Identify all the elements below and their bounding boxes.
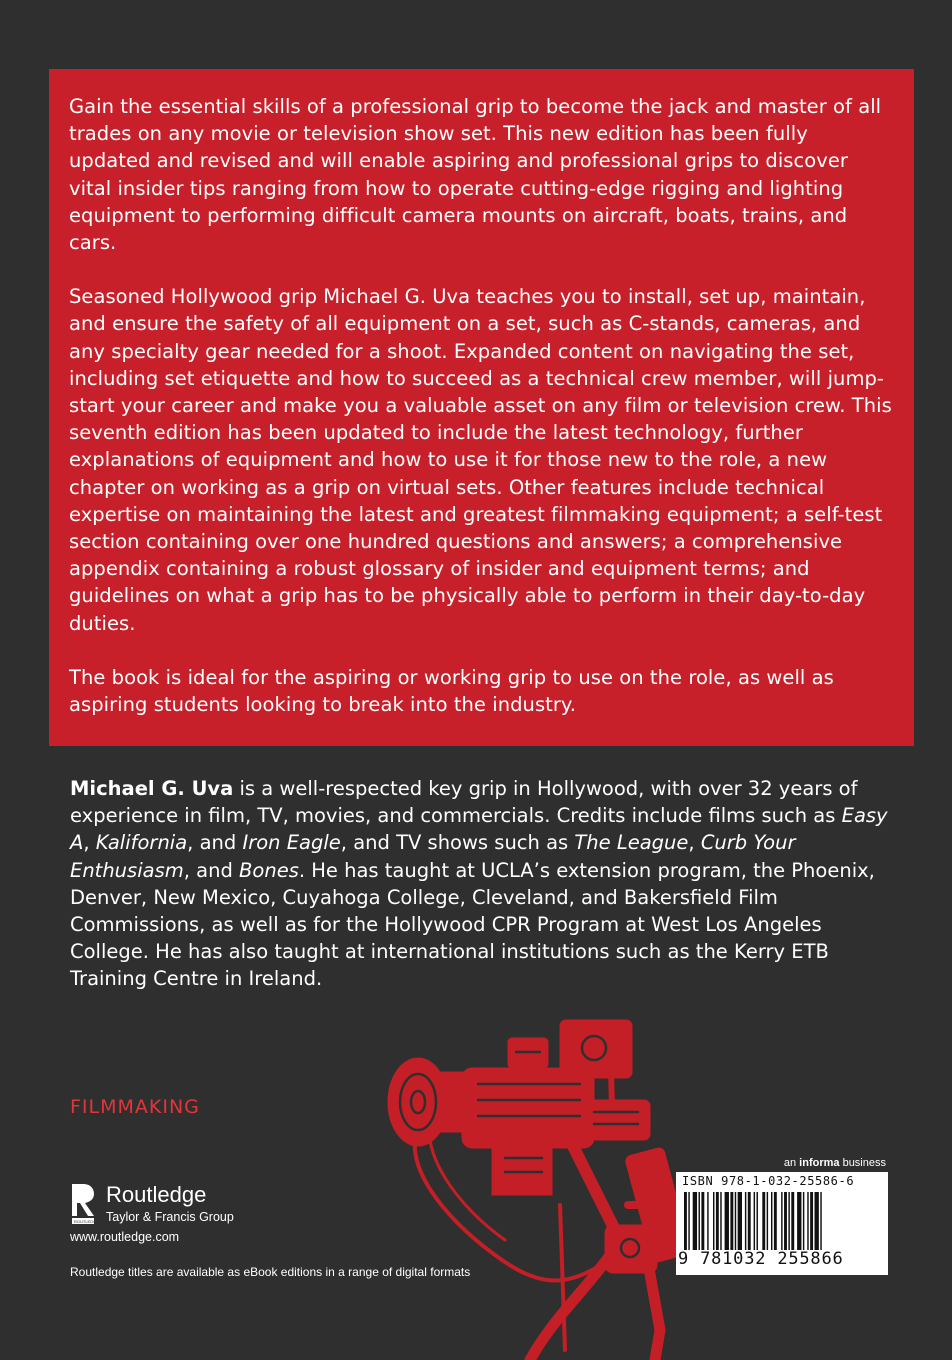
barcode-bar (820, 1192, 821, 1250)
publisher-url: www.routledge.com (70, 1230, 180, 1244)
author-name: Michael G. Uva (70, 777, 234, 800)
barcode-bar (701, 1192, 704, 1250)
film-camera-icon (380, 1000, 710, 1360)
barcode-bar (738, 1192, 742, 1250)
bio-text: , and TV shows such as (340, 831, 575, 855)
barcode-bar (815, 1192, 819, 1250)
bio-text: , (688, 831, 701, 855)
tv-title: Curb Your Enthusiasm (70, 831, 796, 882)
barcode-box (676, 1172, 888, 1275)
tv-title: Bones (239, 858, 299, 882)
barcode-bar (781, 1192, 782, 1250)
isbn-text: ISBN 978-1-032-25586-6 (682, 1174, 855, 1188)
barcode-bar (797, 1192, 801, 1250)
barcode-bar (725, 1192, 729, 1250)
barcode-bar (791, 1192, 794, 1250)
bio-text: , and (183, 858, 240, 882)
blurb-paragraph-1: Gain the essential skills of a professional grip to become the jack and master of all trades on any movie or television show set. This new edition has been fully updated and revised and will enable aspiring and professional grips to discover vital insider tips ranging from how to operate cutting-edge rigging and lighting equipment to performing difficult camera mounts on aircraft, boats, trains, and cars. (69, 95, 882, 255)
publisher-name: Routledge (106, 1182, 207, 1207)
barcode-bar (684, 1192, 687, 1250)
tv-title: The League (574, 831, 689, 855)
barcode (684, 1192, 880, 1250)
barcode-bar (713, 1192, 714, 1250)
blurb-paragraph-2: Seasoned Hollywood grip Michael G. Uva teaches you to install, set up, maintain, and ensure the safety of all equipment on a set, such as C-stands, cameras, and any specialty gear needed for a shoot. Expanded content on navigating the set, including set etiquette and how to succeed as a technical crew member, will jump-start your career and make you a valuable asset on any film or television crew. This seventh edition has been updated to include the latest technology, further explanations of equipment and how to use it for those new to the role, a new chapter on working as a grip on virtual sets. Other features include technical expertise on maintaining the latest and greatest filmmaking equipment; a self-test section containing over one hundred questions and answers; a comprehensive appendix containing a robust glossary of insider and equipment terms; and guidelines on what a grip has to be physically able to perform in their day-to-day duties. (69, 285, 892, 635)
barcode-bar (774, 1192, 777, 1250)
barcode-bar (716, 1192, 719, 1250)
barcode-bar (807, 1192, 808, 1250)
logo-text: ROUTLEDGE (74, 1219, 99, 1224)
bio-text: , (83, 831, 96, 855)
publisher-group: Taylor & Francis Group (106, 1210, 234, 1224)
barcode-bar (735, 1192, 736, 1250)
bio-text: is a well-respected key grip in Hollywood, with over 32 years of experience in film, TV, movies, and commercials. Credits include films such as (70, 777, 858, 828)
barcode-bar (771, 1192, 772, 1250)
informa-brand: informa (799, 1157, 840, 1169)
barcode-bar (810, 1192, 813, 1250)
blurb-panel (49, 69, 914, 746)
barcode-bar (748, 1192, 751, 1250)
barcode-bar (730, 1192, 733, 1250)
barcode-bar (803, 1192, 804, 1250)
film-title: Kalifornia (95, 831, 188, 855)
barcode-bar (688, 1192, 689, 1250)
barcode-bar (767, 1192, 768, 1250)
bio-text: , and (187, 831, 243, 855)
author-bio (70, 775, 900, 993)
routledge-logo (70, 1182, 99, 1226)
barcode-digits: 9 781032 255866 (678, 1249, 844, 1269)
barcode-bar (788, 1192, 789, 1250)
informa-suffix: business (839, 1157, 886, 1169)
ebook-note: Routledge titles are available as eBook editions in a range of digital formats (70, 1265, 471, 1279)
blurb-paragraph-3: The book is ideal for the aspiring or working grip to use on the role, as well as aspiring students looking to break into the industry. (69, 665, 834, 717)
film-title: Iron Eagle (242, 831, 341, 855)
film-title: Easy A (70, 804, 888, 855)
barcode-bar (699, 1192, 700, 1250)
barcode-bar (784, 1192, 787, 1250)
barcode-bar (754, 1192, 755, 1250)
category-label: FILMMAKING (70, 1096, 200, 1118)
barcode-bar (762, 1192, 765, 1250)
barcode-bar (707, 1192, 708, 1250)
informa-prefix: an (783, 1157, 800, 1169)
barcode-bar (757, 1192, 758, 1250)
barcode-bar (720, 1192, 721, 1250)
barcode-bar (693, 1192, 697, 1250)
barcode-bar (745, 1192, 746, 1250)
informa-label (784, 1157, 886, 1169)
bio-text: . He has taught at UCLA’s extension program, the Phoenix, Denver, New Mexico, Cuyahoga College, Cleveland, and Bakersfield Film Commissions, as well as for the Hollywood CPR Program at West Los Angeles College. He has also taught at international institutions such as the Kerry ETB Training Centre in Ireland. (70, 858, 875, 991)
